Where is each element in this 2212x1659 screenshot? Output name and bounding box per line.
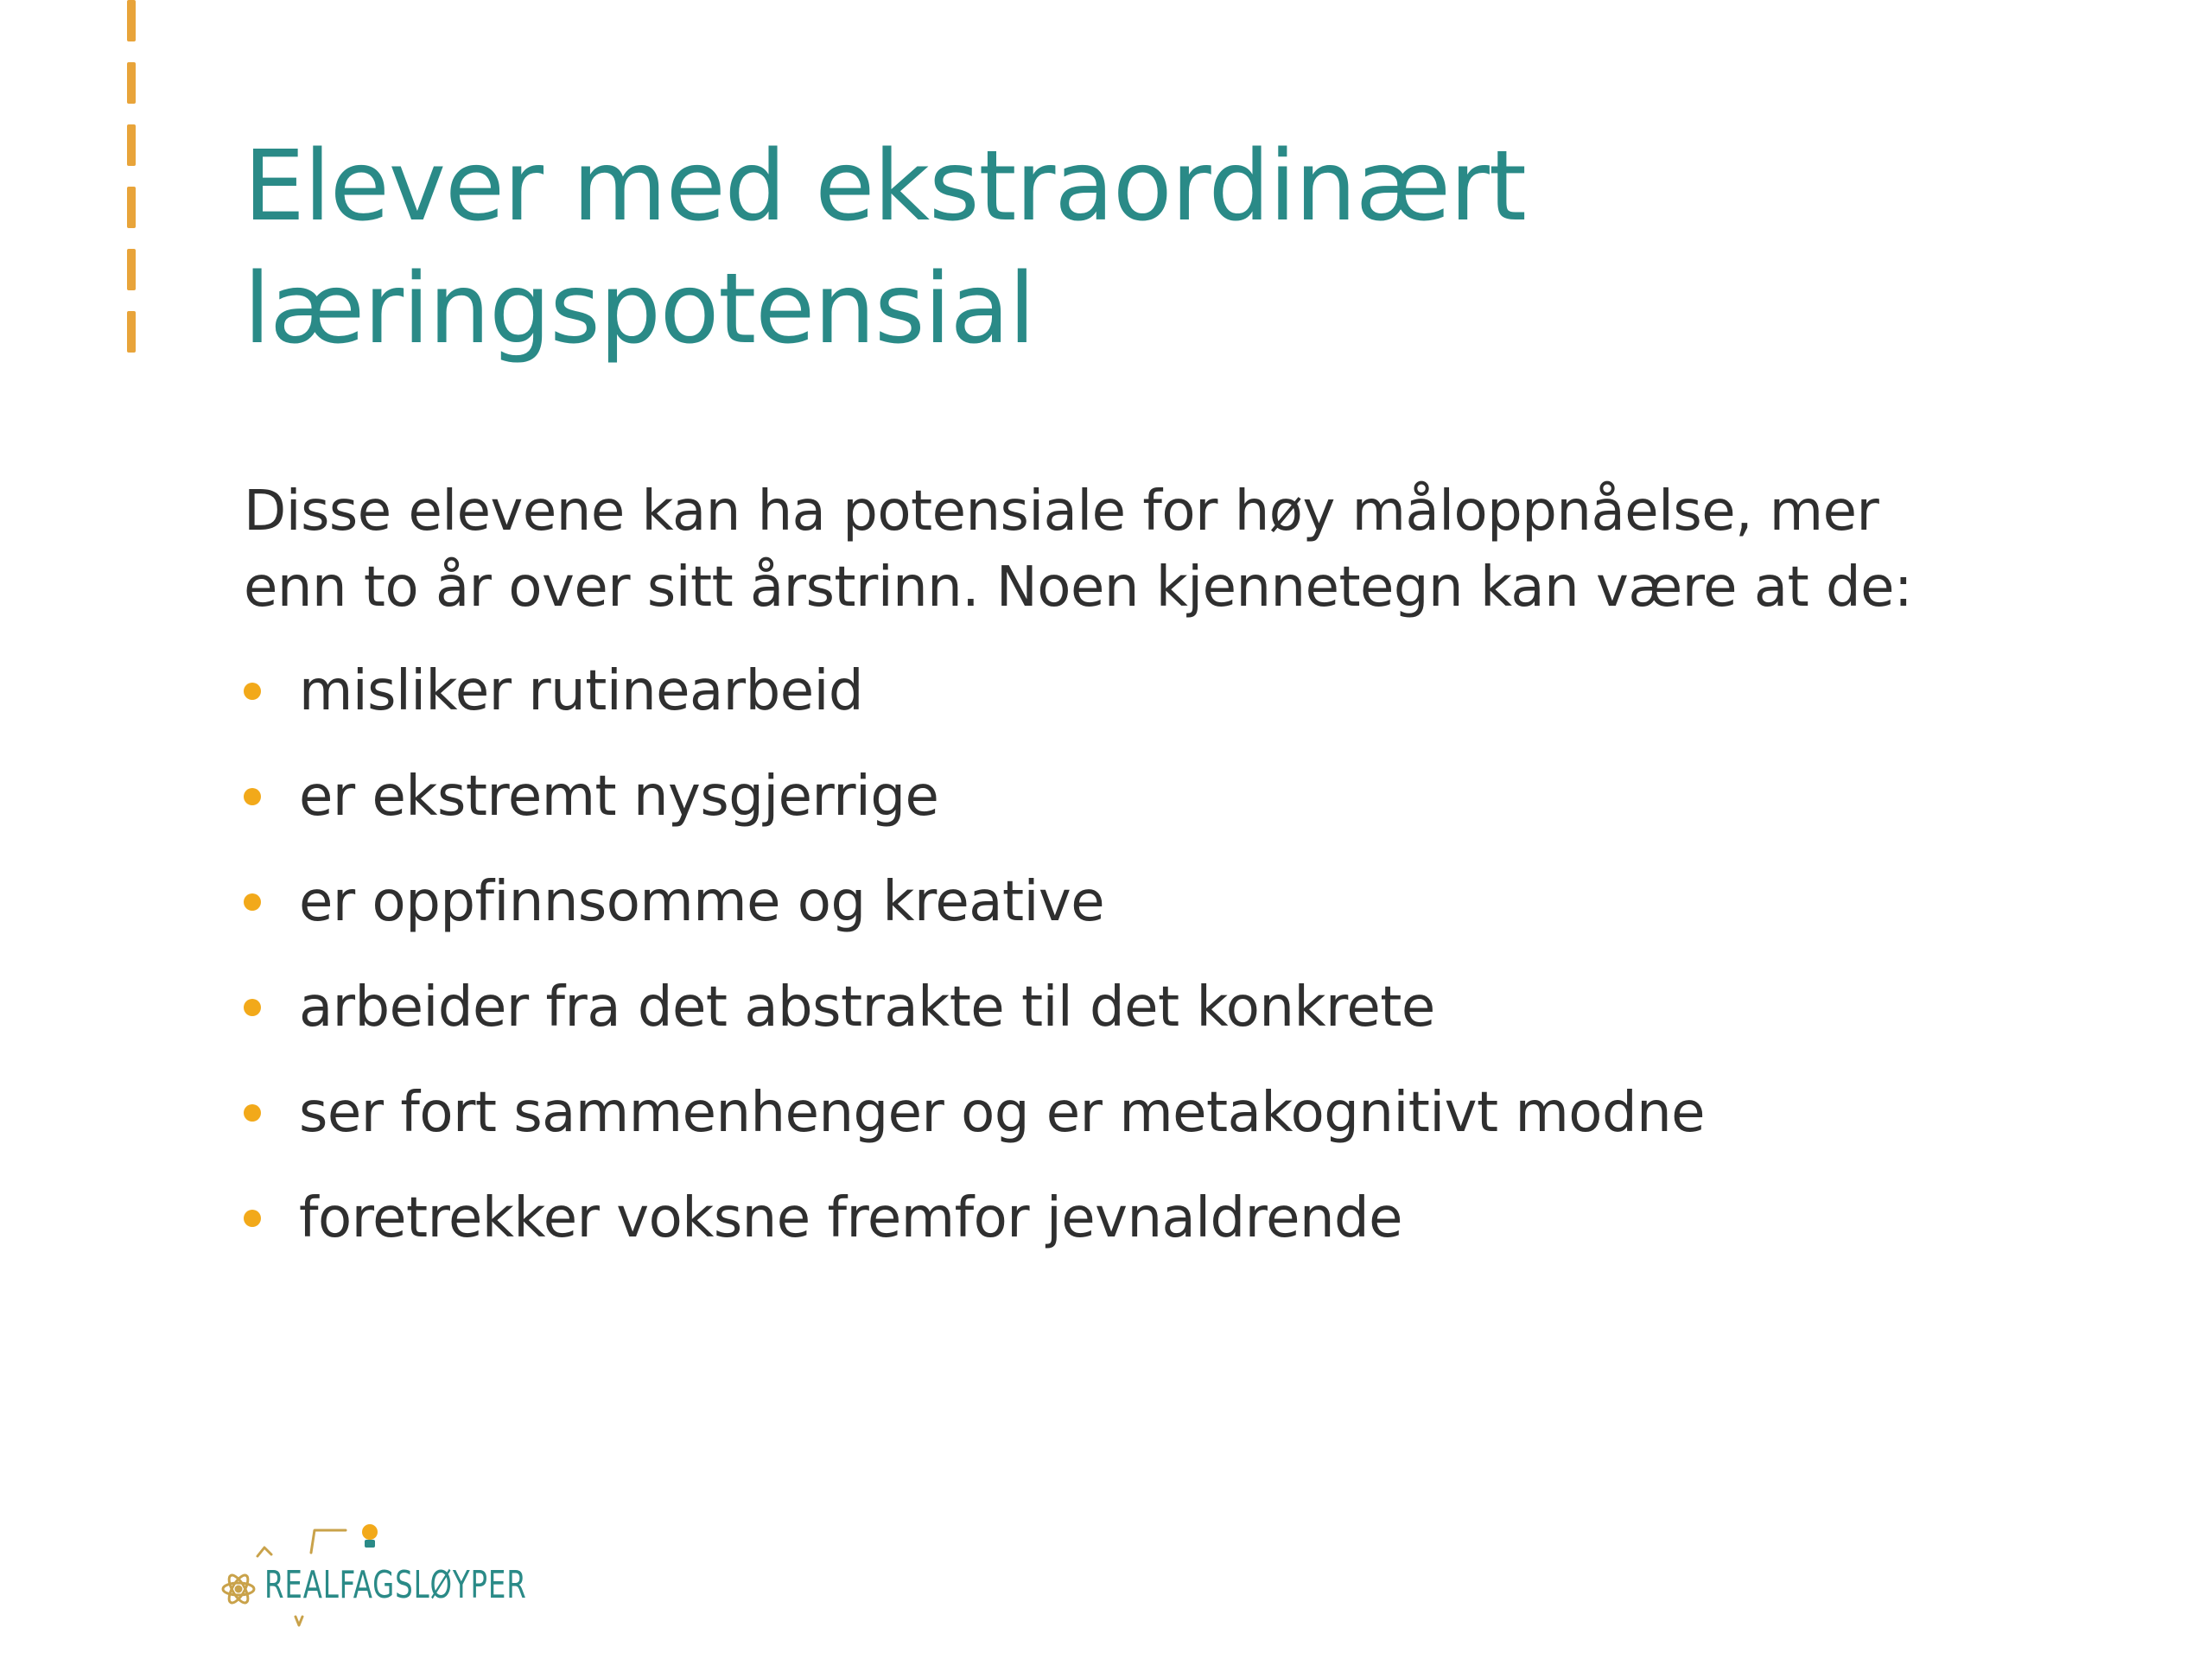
path-line-icon — [296, 1617, 302, 1625]
slide-title-line: Elever med ekstraordinært — [244, 130, 1526, 243]
path-line-icon — [311, 1530, 346, 1553]
bullet-dot-icon — [244, 893, 261, 911]
accent-dash — [127, 62, 136, 104]
bullet-item — [244, 759, 2145, 864]
intro-paragraph — [244, 474, 2145, 626]
bullet-dot-icon — [244, 1104, 261, 1122]
accent-dash — [127, 187, 136, 228]
path-line-icon — [257, 1548, 271, 1556]
bullet-dot-icon — [244, 999, 261, 1016]
accent-dash — [127, 124, 136, 166]
bullet-text: ser fort sammenhenger og er metakognitivt modne — [299, 1081, 1705, 1145]
bullet-text: er oppfinnsomme og kreative — [299, 870, 1105, 934]
accent-dash — [127, 249, 136, 290]
bullet-dot-icon — [244, 1210, 261, 1227]
logo-text: REALFAGSLØYPER — [264, 1563, 527, 1607]
bullet-item — [244, 969, 2145, 1075]
intro-line: enn to år over sitt årstrinn. Noen kjennetegn kan være at de: — [244, 556, 1913, 620]
realfagsloyper-logo — [216, 1516, 579, 1629]
accent-dash — [127, 311, 136, 353]
slide-title-line: læringspotensial — [244, 253, 1035, 365]
bullet-item — [244, 864, 2145, 969]
bullet-item — [244, 653, 2145, 759]
intro-line: Disse elevene kan ha potensiale for høy måloppnåelse, mer — [244, 480, 1879, 543]
bullet-text: foretrekker voksne fremfor jevnaldrende — [299, 1186, 1402, 1250]
bullet-text: misliker rutinearbeid — [299, 659, 863, 723]
accent-dashed-line — [127, 0, 137, 359]
bullet-item — [244, 1075, 2145, 1180]
atom-icon — [223, 1573, 254, 1605]
bullet-text: arbeider fra det abstrakte til det konkrete — [299, 976, 1435, 1039]
bullet-item — [244, 1180, 2145, 1286]
bullet-list — [244, 653, 2145, 1286]
bullet-text: er ekstremt nysgjerrige — [299, 765, 939, 829]
slide-title — [244, 125, 2058, 371]
bullet-dot-icon — [244, 683, 261, 700]
accent-dash — [127, 0, 136, 41]
lightbulb-icon — [362, 1524, 378, 1548]
bullet-dot-icon — [244, 788, 261, 805]
